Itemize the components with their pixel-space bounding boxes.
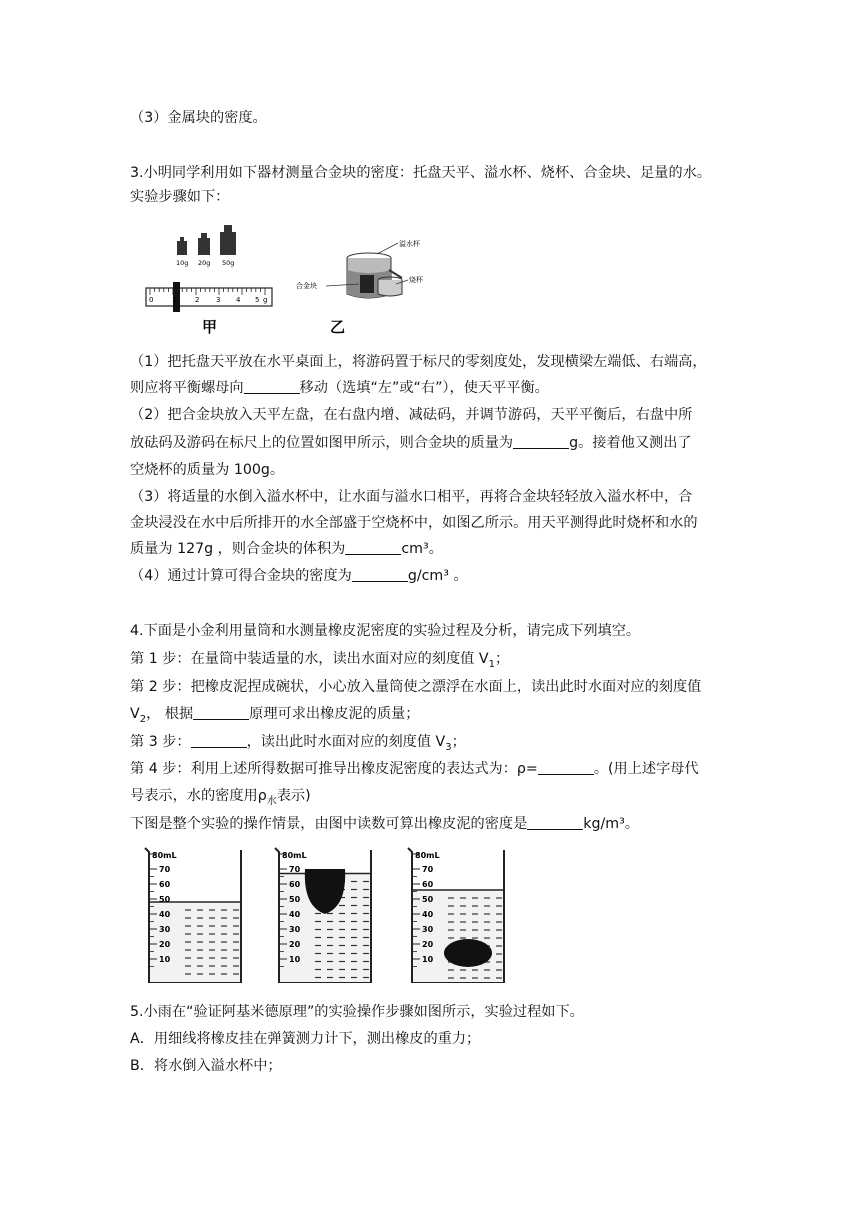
tick-label: 40 [422, 910, 434, 919]
q3-step2-line3: 空烧杯的质量为 100g。 [130, 462, 285, 478]
text: 放砝码及游码在标尺上的位置如图甲所示，则合金块的质量为 [130, 435, 514, 451]
q4-step1 [130, 648, 509, 676]
tick-label: 10 [422, 955, 434, 964]
answer-blank[interactable] [352, 567, 408, 582]
cylinder-top-label: 80mL [282, 851, 307, 860]
text: 质量为 127g ，则合金块的体积为 [130, 541, 346, 557]
tick-label: 20 [159, 940, 171, 949]
tick-label: 50 [422, 895, 434, 904]
scale-tick-5: 5 [255, 296, 260, 304]
tick-label: 20 [289, 940, 301, 949]
text: 第 3 步： [130, 734, 191, 750]
text: g/cm³ 。 [407, 568, 468, 584]
tick-label: 70 [422, 865, 434, 874]
answer-blank[interactable] [527, 815, 583, 830]
tick-label: 30 [159, 925, 171, 934]
weight-label-20g: 20g [198, 259, 211, 267]
weight-20g-icon [198, 233, 210, 255]
tick-label: 30 [422, 925, 434, 934]
clay-ball [444, 939, 492, 967]
label-alloy: 合金块 [296, 282, 317, 290]
text: 则应将平衡螺母向 [130, 380, 244, 396]
q3-intro-line1: 3.小明同学利用如下器材测量合金块的密度：托盘天平、溢水杯、烧杯、合金块、足量的水。 [130, 165, 712, 181]
label-overflow-cup: 溢水杯 [399, 240, 420, 248]
text: ，读出此时水面对应的刻度值 V [246, 734, 446, 750]
scale-tick-2: 2 [195, 296, 200, 304]
text: V [130, 706, 140, 722]
text: ； [451, 734, 466, 750]
text: 号表示，水的密度用ρ [130, 788, 267, 804]
tick-label: 20 [422, 940, 434, 949]
weight-10g-icon [177, 237, 187, 255]
tick-label: 70 [159, 865, 171, 874]
answer-blank[interactable] [538, 760, 594, 775]
weight-label-50g: 50g [222, 259, 235, 267]
answer-blank[interactable] [193, 705, 249, 720]
q5-step-a: A．用细线将橡皮挂在弹簧测力计下，测出橡皮的重力； [130, 1031, 481, 1047]
figure-measuring-cylinders [140, 840, 530, 990]
answer-blank[interactable] [191, 733, 247, 748]
text: 第 1 步：在量筒中装适量的水，读出水面对应的刻度值 V [130, 651, 489, 667]
q3-step1-line2 [130, 377, 549, 399]
tick-label: 60 [289, 880, 301, 889]
tick-label: 40 [289, 910, 301, 919]
tick-label: 30 [289, 925, 301, 934]
q4-step2-line2 [130, 703, 419, 731]
tick-label: 10 [159, 955, 171, 964]
cylinder-top-label: 80mL [415, 851, 440, 860]
q3-intro-line2: 实验步骤如下： [130, 189, 230, 205]
figure-balance-and-overflow-cup [140, 218, 450, 338]
answer-blank[interactable] [244, 379, 300, 394]
text: （4）通过计算可得合金块的密度为 [130, 568, 352, 584]
text: 原理可求出橡皮泥的质量； [249, 706, 420, 722]
tick-label: 50 [289, 895, 301, 904]
q4-step4-line2 [130, 785, 311, 813]
subscript: 3 [445, 741, 452, 753]
scale-bar [146, 288, 272, 306]
weight-label-10g: 10g [176, 259, 189, 267]
q3-step3-line3 [130, 538, 443, 560]
text: 下图是整个实验的操作情景，由图中读数可算出橡皮泥的密度是 [130, 816, 528, 832]
q3-step3-line2: 金块浸没在水中后所排开的水全部盛于空烧杯中，如图乙所示。用天平测得此时烧杯和水的 [130, 515, 698, 531]
q3-step1-line1: （1）把托盘天平放在水平桌面上，将游码置于标尺的零刻度处，发现横梁左端低、右端高， [130, 354, 707, 370]
q3-step4 [130, 565, 468, 587]
q2-part3: （3）金属块的密度。 [130, 110, 267, 126]
scale-tick-4: 4 [236, 296, 241, 304]
text: 第 4 步：利用上述所得数据可推导出橡皮泥密度的表达式为：ρ= [130, 761, 538, 777]
scale-tick-3: 3 [216, 296, 221, 304]
tick-label: 60 [422, 880, 434, 889]
figure-label-jia: 甲 [202, 318, 218, 336]
q5-intro: 5.小雨在“验证阿基米德原理”的实验操作步骤如图所示，实验过程如下。 [130, 1004, 584, 1020]
cylinder-1 [145, 848, 241, 982]
tick-label: 60 [159, 880, 171, 889]
label-beaker: 烧杯 [409, 276, 423, 284]
q3-step2-line2 [130, 432, 692, 454]
text: kg/m³。 [583, 816, 639, 832]
q4-step2-line1: 第 2 步：把橡皮泥捏成碗状，小心放入量筒使之漂浮在水面上，读出此时水面对应的刻度值 [130, 679, 702, 695]
text: ； [494, 651, 510, 667]
tick-label: 50 [159, 895, 171, 904]
text: g。接着他又测出了 [569, 435, 692, 451]
cylinder-2 [275, 848, 371, 982]
cylinder-top-label: 80mL [152, 851, 177, 860]
scale-tick-0: 0 [149, 296, 154, 304]
figure-label-yi: 乙 [330, 318, 346, 336]
tick-label: 10 [289, 955, 301, 964]
cylinder-3 [408, 848, 504, 982]
scale-unit: g [263, 296, 268, 304]
tick-label: 40 [159, 910, 171, 919]
q4-figure-caption [130, 813, 639, 835]
tick-label: 70 [289, 865, 301, 874]
scale-tick-1: 1 [172, 296, 177, 304]
weight-50g-icon [220, 225, 236, 255]
q4-intro: 4.下面是小金利用量筒和水测量橡皮泥密度的实验过程及分析，请完成下列填空。 [130, 623, 641, 639]
q4-step4-line1 [130, 758, 699, 780]
answer-blank[interactable] [513, 434, 569, 449]
subscript: 水 [266, 795, 277, 807]
subscript: 1 [488, 658, 495, 670]
text: 。(用上述字母代 [593, 761, 699, 777]
q5-step-b: B．将水倒入溢水杯中； [130, 1058, 282, 1074]
text: 表示) [276, 788, 311, 804]
text: 移动（选填“左”或“右”），使天平平衡。 [299, 380, 549, 396]
q4-step3 [130, 731, 466, 759]
answer-blank[interactable] [345, 540, 401, 555]
q3-step2-line1: （2）把合金块放入天平左盘，在右盘内增、减砝码，并调节游码，天平平衡后，右盘中所 [130, 407, 693, 423]
q3-step3-line1: （3）将适量的水倒入溢水杯中，让水面与溢水口相平，再将合金块轻轻放入溢水杯中，合 [130, 489, 693, 505]
text: cm³。 [401, 541, 443, 557]
subscript: 2 [139, 713, 147, 725]
text: ， 根据 [146, 706, 194, 722]
